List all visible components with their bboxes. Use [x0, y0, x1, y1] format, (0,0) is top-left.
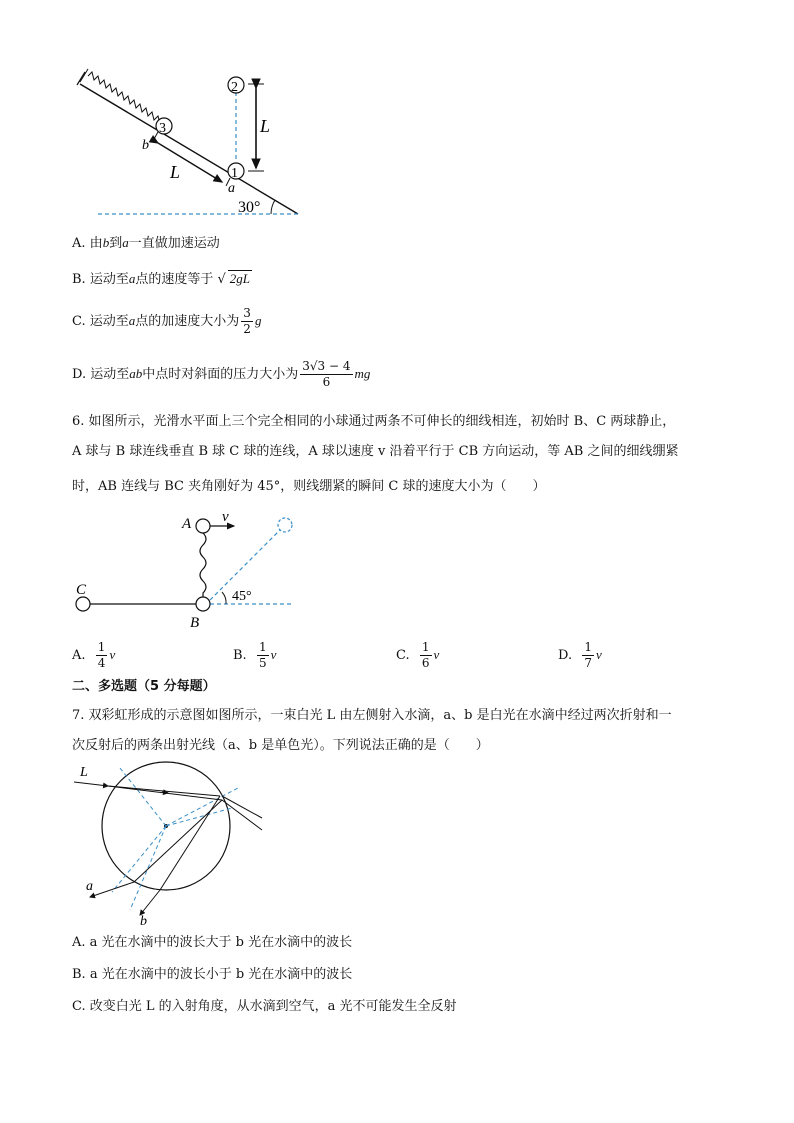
fraction [257, 640, 269, 671]
label-b: B [190, 615, 200, 631]
label-v: v [222, 509, 229, 525]
label-b-ray: b [140, 914, 147, 929]
label-c: C [76, 582, 87, 598]
fraction [420, 640, 432, 671]
q7-option-c: C. 改变白光 L 的入射角度，从水滴到空气，a 光不可能发生全反射 [72, 999, 457, 1014]
tick-b [154, 132, 158, 139]
text: 运动至 [90, 367, 130, 382]
text: 中点时对斜面的压力大小为 [142, 367, 299, 382]
text: 到 [109, 236, 123, 251]
balls-figure [72, 508, 312, 633]
ball-c [76, 597, 90, 611]
option-a [72, 233, 220, 254]
q6-line-1: 6. 如图所示，光滑水平面上三个完全相同的小球通过两条不可伸长的细线相连，初始时 B、C 两球静止， [72, 414, 676, 429]
denominator: 5 [258, 656, 267, 670]
label-a-ray: a [86, 879, 93, 894]
section-heading: 二、多选题（5 分每题） [72, 679, 216, 694]
option-prefix: A. [72, 236, 86, 251]
incline-figure [70, 60, 320, 225]
option-b: B. 运动至a点的速度等于 √ 2gL [72, 271, 251, 287]
text: 运动至 [89, 314, 129, 329]
option-prefix: B. [233, 648, 247, 663]
option-prefix: C. [396, 648, 410, 663]
var: g [254, 313, 262, 328]
text: 由 [89, 236, 103, 251]
option-prefix: C. [72, 314, 86, 329]
angle-arc [271, 200, 275, 214]
q6-option-d [558, 636, 602, 675]
var: a [122, 235, 129, 250]
option-prefix: A. [72, 648, 86, 663]
light-rays [74, 782, 262, 915]
var: v [596, 647, 602, 662]
angle-arc-45 [222, 592, 226, 604]
q6-option-c [396, 636, 439, 675]
fraction [96, 640, 108, 671]
var: v [109, 647, 116, 662]
text: 运动至 [89, 272, 129, 287]
fraction [300, 359, 352, 390]
text: 一直做加速运动 [128, 236, 220, 251]
angle-label: 30° [238, 199, 261, 216]
var: v [270, 647, 277, 662]
numerator: 1 [584, 640, 592, 654]
denominator: 2 [243, 322, 251, 336]
option-c [72, 300, 261, 343]
q7-option-a: A. a 光在水滴中的波长大于 b 光在水滴中的波长 [72, 935, 353, 950]
var: b [102, 235, 110, 250]
option-prefix: D. [72, 367, 87, 382]
ball-2-label: 2 [231, 80, 238, 95]
ball-a-final [278, 518, 292, 532]
var: a [128, 271, 136, 286]
q6-option-b [233, 636, 276, 675]
numerator: 1 [97, 640, 106, 654]
var: ab [129, 366, 143, 381]
var: mg [354, 366, 371, 381]
denominator: 4 [97, 656, 106, 670]
denominator: 7 [584, 656, 592, 670]
denominator: 6 [421, 656, 430, 670]
fraction [241, 306, 253, 337]
option-d [72, 353, 370, 396]
height-label: L [260, 116, 271, 136]
option-prefix: D. [558, 648, 573, 663]
label-a: A [182, 516, 192, 532]
point-b-label: b [142, 138, 149, 153]
denominator: 6 [322, 375, 331, 389]
numerator: 3√3 − 4 [302, 359, 351, 373]
ball-1-label: 1 [231, 166, 238, 181]
ball-3-label: 3 [159, 121, 166, 136]
text: 点的加速度大小为 [135, 314, 240, 329]
incline-surface [77, 69, 298, 214]
point-a-label: a [228, 181, 235, 196]
angle-45-label: 45° [232, 589, 252, 604]
fraction [582, 640, 594, 671]
raindrop-figure [72, 760, 272, 930]
sqrt-expression: 2gL [229, 271, 251, 286]
option-prefix: B. [72, 272, 86, 287]
q7-line-1: 7. 双彩虹形成的示意图如图所示，一束白光 L 由左侧射入水滴，a、b 是白光在水滴中经过两次折射和一 [72, 708, 672, 723]
spring [88, 72, 166, 128]
var: v [433, 647, 440, 662]
slope-label: L [170, 162, 181, 182]
ball-b [196, 597, 210, 611]
q7-line-2: 次反射后的两条出射光线（a、b 是单色光）。下列说法正确的是（ ） [72, 738, 489, 753]
numerator: 1 [421, 640, 430, 654]
q6-line-3: 时，AB 连线与 BC 夹角刚好为 45°，则线绷紧的瞬间 C 球的速度大小为（ ） [72, 479, 546, 494]
numerator: 1 [258, 640, 267, 654]
var: a [128, 313, 136, 328]
q6-line-2: A 球与 B 球连线垂直 B 球 C 球的连线，A 球以速度 v 沿着平行于 CB 方向运动，等 AB 之间的细线绷紧 [72, 444, 679, 459]
text: 点的速度等于 [135, 272, 214, 287]
numerator: 3 [243, 306, 251, 320]
q6-option-a [72, 636, 115, 675]
q7-option-b: B. a 光在水滴中的波长小于 b 光在水滴中的波长 [72, 967, 353, 982]
slack-string [200, 533, 206, 597]
label-l: L [80, 765, 88, 780]
ball-a [196, 519, 210, 533]
